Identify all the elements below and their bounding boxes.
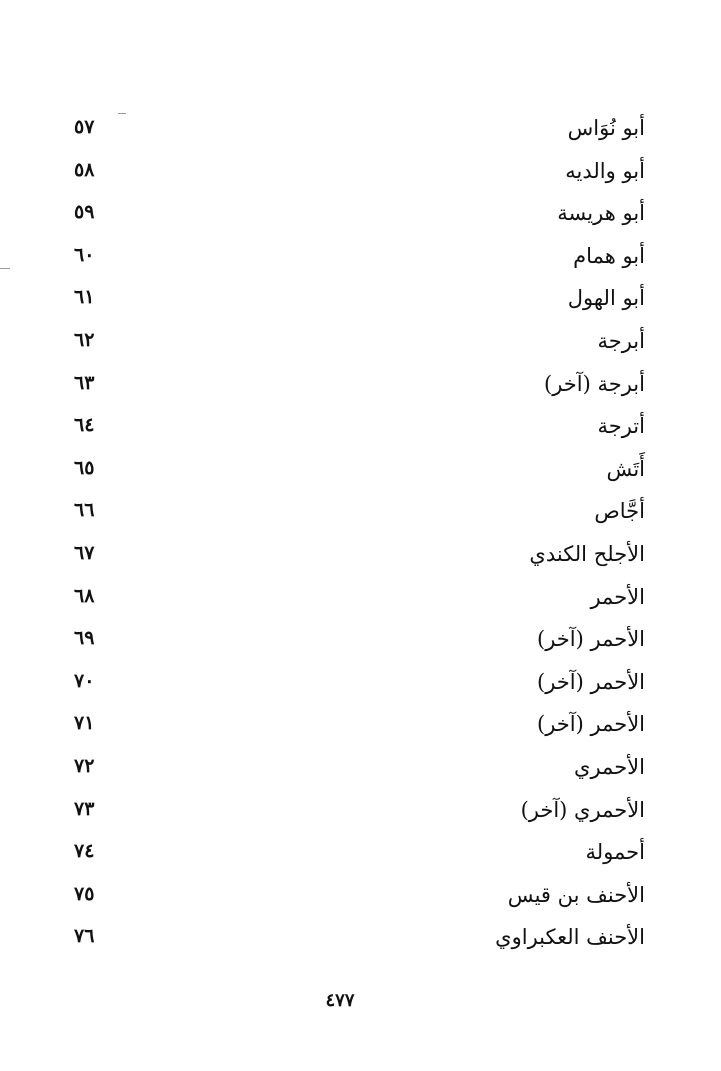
entry-number: ٧٠ bbox=[74, 669, 95, 692]
entry-number: ٦٠ bbox=[74, 243, 95, 266]
index-row bbox=[60, 406, 645, 449]
entry-number: ٧١ bbox=[74, 712, 95, 735]
index-row bbox=[60, 449, 645, 492]
index-row bbox=[60, 662, 645, 705]
index-row bbox=[60, 491, 645, 534]
entry-number: ٦٤ bbox=[74, 414, 95, 437]
index-row bbox=[60, 875, 645, 918]
entry-name: أجَّاص bbox=[594, 499, 645, 524]
entry-number: ٦١ bbox=[74, 286, 95, 309]
entry-name: أترجة bbox=[597, 414, 645, 439]
entry-number: ٦٧ bbox=[74, 541, 95, 564]
index-row bbox=[60, 534, 645, 577]
entry-number: ٦٥ bbox=[74, 456, 95, 479]
index-row bbox=[60, 790, 645, 833]
entry-name: أبو والديه bbox=[565, 158, 645, 183]
entry-name: أبو همام bbox=[573, 243, 645, 268]
entry-number: ٥٨ bbox=[74, 158, 95, 181]
entry-name: أبرجة bbox=[597, 328, 645, 353]
entry-name: الأحمري bbox=[574, 754, 645, 779]
index-row bbox=[60, 193, 645, 236]
entry-number: ٦٨ bbox=[74, 584, 95, 607]
index-row bbox=[60, 917, 645, 960]
index-row bbox=[60, 704, 645, 747]
entry-name: الأحمري (آخر) bbox=[520, 797, 645, 822]
entry-name: الأحمر bbox=[590, 584, 645, 609]
entry-name: الأحنف بن قيس bbox=[507, 882, 645, 907]
index-row bbox=[60, 151, 645, 194]
entry-name: الأجلح الكندي bbox=[529, 541, 645, 566]
entry-number: ٧٤ bbox=[74, 840, 95, 863]
page-number: ٤٧٧ bbox=[325, 990, 355, 1011]
entry-number: ٧٥ bbox=[74, 882, 95, 905]
entry-name: الأحمر (آخر) bbox=[537, 627, 645, 652]
entry-number: ٧٦ bbox=[74, 925, 95, 948]
entry-number: ٦٩ bbox=[74, 627, 95, 650]
index-row bbox=[60, 278, 645, 321]
entry-name: أبو نُوَاس bbox=[567, 116, 645, 140]
entry-number: ٦٢ bbox=[74, 328, 95, 351]
index-row bbox=[60, 364, 645, 407]
index-list bbox=[60, 108, 645, 960]
entry-name: أبرجة (آخر) bbox=[544, 371, 645, 396]
index-row bbox=[60, 321, 645, 364]
entry-name: أبو الهول bbox=[567, 286, 645, 311]
entry-number: ٥٧ bbox=[74, 116, 95, 138]
index-row bbox=[60, 577, 645, 620]
entry-number: ٦٦ bbox=[74, 499, 95, 522]
index-row bbox=[60, 236, 645, 279]
entry-number: ٦٣ bbox=[74, 371, 95, 394]
entry-name: الأحنف العكبراوي bbox=[495, 925, 645, 950]
entry-name: الأحمر (آخر) bbox=[537, 712, 645, 737]
entry-name: أَتَش bbox=[606, 456, 645, 481]
index-row bbox=[60, 747, 645, 790]
entry-number: ٧٣ bbox=[74, 797, 95, 820]
index-row bbox=[60, 619, 645, 662]
entry-number: ٥٩ bbox=[74, 201, 95, 224]
entry-number: ٧٢ bbox=[74, 754, 95, 777]
entry-name: أحمولة bbox=[585, 840, 645, 865]
scan-edge-mark-left bbox=[0, 268, 10, 269]
index-row bbox=[60, 832, 645, 875]
index-row bbox=[60, 108, 645, 151]
entry-name: الأحمر (آخر) bbox=[537, 669, 645, 694]
entry-name: أبو هريسة bbox=[557, 201, 645, 226]
